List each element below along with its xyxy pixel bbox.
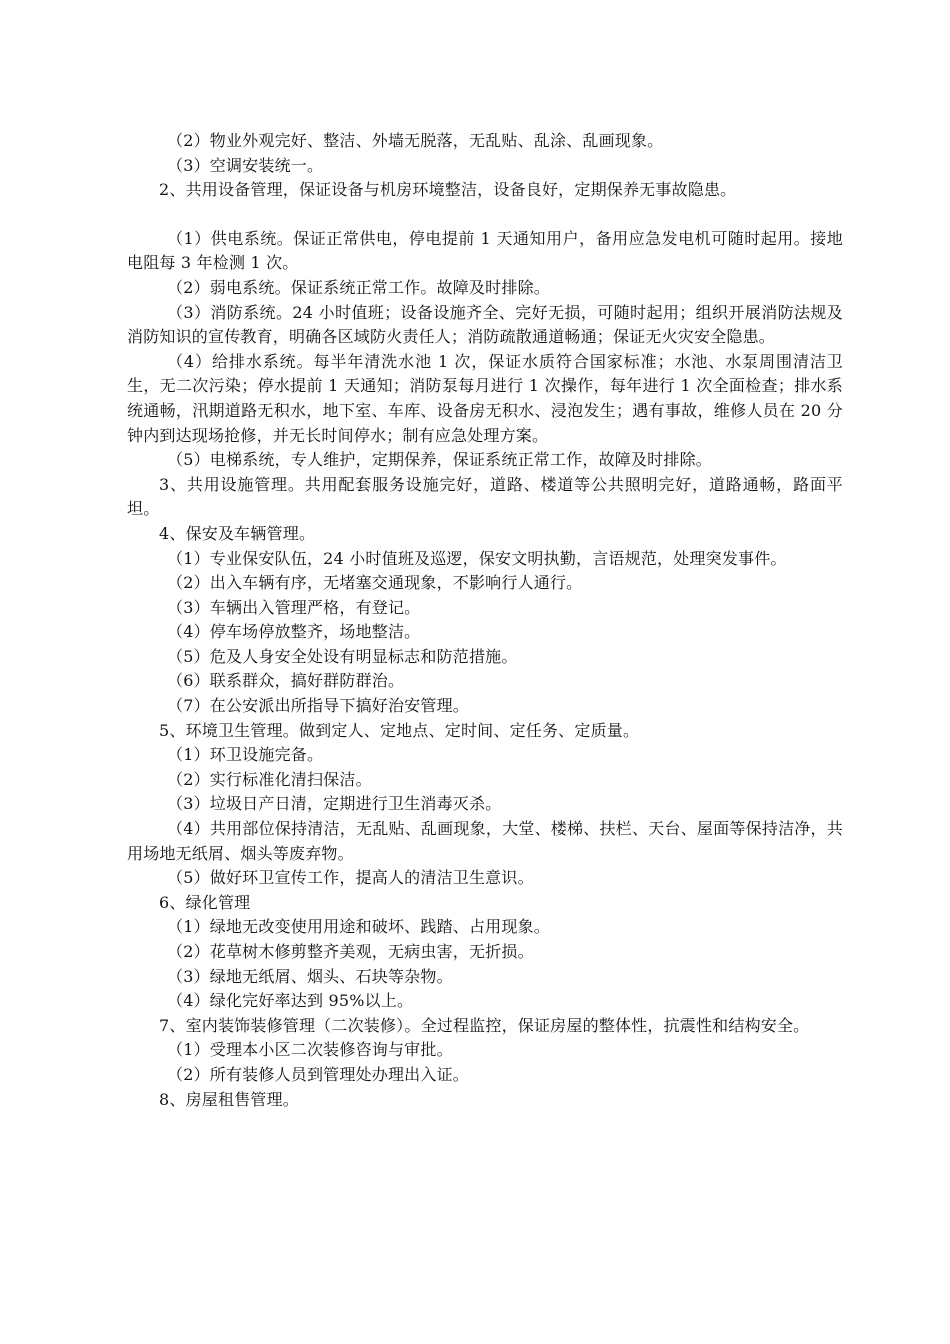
list-item-paragraph: （1）环卫设施完备。	[167, 745, 324, 765]
section-paragraph: 5、环境卫生管理。做到定人、定地点、定时间、定任务、定质量。	[159, 720, 640, 740]
list-item-paragraph: （2）物业外观完好、整洁、外墙无脱落，无乱贴、乱涂、乱画现象。	[167, 131, 664, 150]
list-item-paragraph: （4）共用部位保持清洁，无乱贴、乱画现象，大堂、楼梯、扶栏、天台、屋面等保持洁净，共用场地无纸屑、烟头等废弃物。	[127, 819, 843, 863]
list-item-paragraph: （3）空调安装统一。	[167, 155, 324, 175]
list-item-paragraph: （3）绿地无纸屑、烟头、石块等杂物。	[167, 966, 453, 986]
list-item-paragraph: （1）供电系统。保证正常供电，停电提前 1 天通知用户，备用应急发电机可随时起用。接地电阻每 3 年检测 1 次。	[127, 228, 843, 273]
list-item-paragraph: （5）做好环卫宣传工作，提高人的清洁卫生意识。	[167, 868, 534, 888]
list-item-paragraph: （3）消防系统。24 小时值班；设备设施齐全、完好无损，可随时起用；组织开展消防法规及消防知识的宣传教育，明确各区域防火责任人；消防疏散通道畅通；保证无火灾安全隐患。	[127, 302, 843, 347]
list-item-paragraph: （2）出入车辆有序，无堵塞交通现象，不影响行人通行。	[167, 573, 583, 593]
blank-line	[127, 203, 843, 227]
list-item-paragraph: （3）车辆出入管理严格，有登记。	[167, 597, 421, 617]
list-item-paragraph: （2）花草树木修剪整齐美观，无病虫害，无折损。	[167, 942, 534, 961]
list-item-paragraph: （1）专业保安队伍，24 小时值班及巡逻，保安文明执勤，言语规范，处理突发事件。	[167, 548, 787, 568]
list-item-paragraph: （2）弱电系统。保证系统正常工作。故障及时排除。	[167, 277, 550, 297]
list-item-paragraph: （4）绿化完好率达到 95%以上。	[167, 991, 414, 1011]
list-item-paragraph: （1）受理本小区二次装修咨询与审批。	[167, 1040, 453, 1060]
section-paragraph: 7、室内装饰装修管理（二次装修）。全过程监控，保证房屋的整体性，抗震性和结构安全。	[159, 1015, 810, 1035]
section-paragraph: 8、房屋租售管理。	[159, 1089, 299, 1109]
list-item-paragraph: （4）停车场停放整齐，场地整洁。	[167, 622, 421, 642]
list-item-paragraph: （1）绿地无改变使用用途和破坏、践踏、占用现象。	[167, 917, 550, 937]
list-item-paragraph: （7）在公安派出所指导下搞好治安管理。	[167, 696, 469, 716]
section-paragraph: 2、共用设备管理，保证设备与机房环境整洁，设备良好，定期保养无事故隐患。	[159, 180, 737, 200]
section-paragraph: 3、共用设施管理。共用配套服务设施完好，道路、楼道等公共照明完好，道路通畅，路面平坦。	[127, 474, 843, 519]
list-item-paragraph: （2）所有装修人员到管理处办理出入证。	[167, 1064, 469, 1084]
section-paragraph: 6、绿化管理	[159, 892, 251, 912]
list-item-paragraph: （5）电梯系统，专人维护，定期保养，保证系统正常工作，故障及时排除。	[167, 450, 712, 470]
section-paragraph: 4、保安及车辆管理。	[159, 523, 316, 543]
document-body	[127, 129, 843, 1112]
list-item-paragraph: （4）给排水系统。每半年清洗水池 1 次，保证水质符合国家标准；水池、水泵周围清洁卫生，无二次污染；停水提前 1 天通知；消防泵每月进行 1 次操作，每年进行 1 次全面检查；排水系统通畅，汛期道路无积水，地下室、车库、设备房无积水、浸泡发生；遇有事故，维修人员在 20 分钟内到达现场抢修，并无长时间停水；制有应急处理方案。	[127, 351, 843, 445]
list-item-paragraph: （5）危及人身安全处设有明显标志和防范措施。	[167, 646, 518, 666]
list-item-paragraph: （6）联系群众，搞好群防群治。	[167, 671, 405, 691]
list-item-paragraph: （3）垃圾日产日清，定期进行卫生消毒灭杀。	[167, 794, 502, 814]
list-item-paragraph: （2）实行标准化清扫保洁。	[167, 769, 372, 789]
